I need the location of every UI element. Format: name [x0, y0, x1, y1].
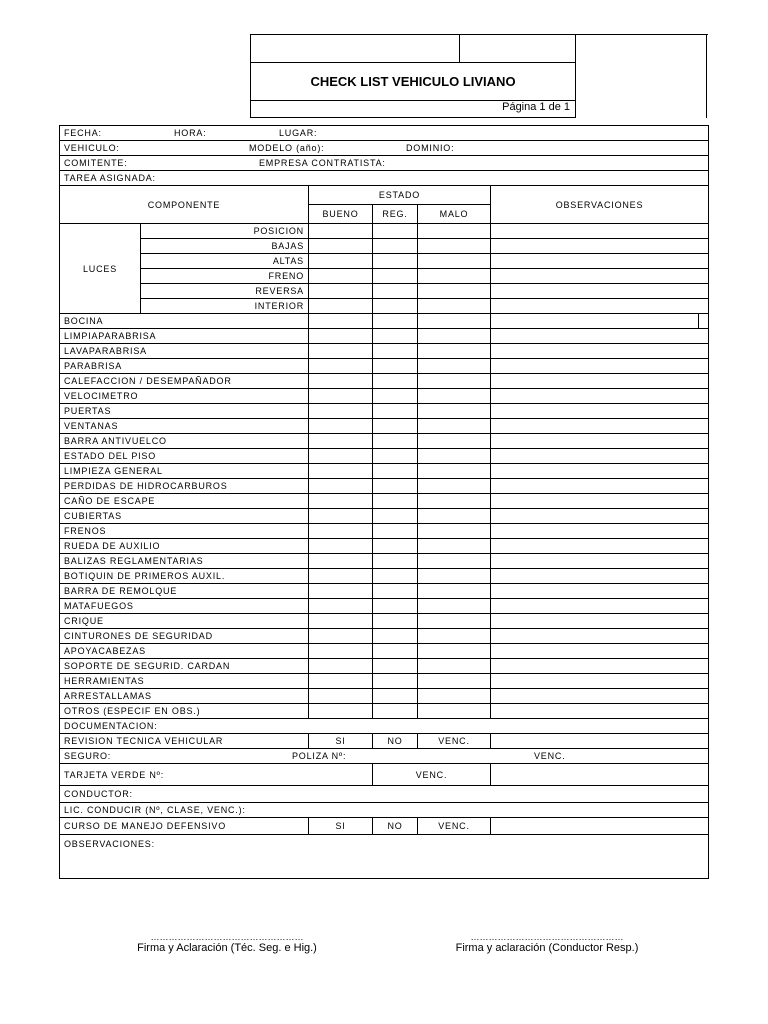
observaciones-cell[interactable]	[491, 509, 709, 524]
lugar-label: LUGAR:	[279, 128, 318, 138]
component-row	[60, 359, 709, 374]
component-label: OTROS (ESPECIF EN OBS.)	[60, 704, 309, 719]
observaciones-cell[interactable]	[491, 419, 709, 434]
row-tarjeta	[60, 764, 709, 786]
component-row	[60, 389, 709, 404]
component-row	[60, 479, 709, 494]
estado-malo-cell[interactable]	[418, 284, 491, 299]
row-fecha	[60, 126, 709, 141]
estado-bueno-cell[interactable]	[309, 614, 373, 629]
componente-header: COMPONENTE	[60, 186, 309, 224]
component-label: PARABRISA	[60, 359, 309, 374]
component-label: VELOCIMETRO	[60, 389, 309, 404]
observaciones-cell[interactable]	[491, 254, 709, 269]
estado-malo-cell[interactable]	[418, 314, 491, 329]
component-label: CALEFACCION / DESEMPAÑADOR	[60, 374, 309, 389]
vehiculo-label: VEHICULO:	[64, 143, 120, 153]
estado-bueno-cell[interactable]	[309, 524, 373, 539]
row-observaciones	[60, 835, 709, 879]
tarjeta-label: TARJETA VERDE Nº:	[60, 764, 373, 786]
component-row	[60, 659, 709, 674]
estado-malo-cell[interactable]	[418, 494, 491, 509]
estado-malo-cell[interactable]	[418, 359, 491, 374]
row-column-headers	[60, 186, 709, 205]
estado-bueno-cell[interactable]	[309, 539, 373, 554]
estado-reg-cell[interactable]	[373, 629, 418, 644]
curso-si[interactable]: SI	[309, 818, 373, 835]
estado-malo-cell[interactable]	[418, 539, 491, 554]
estado-reg-cell[interactable]	[373, 284, 418, 299]
row-seguro	[60, 749, 709, 764]
estado-reg-cell[interactable]	[373, 299, 418, 314]
fecha-label: FECHA:	[64, 128, 102, 138]
estado-bueno-cell[interactable]	[309, 284, 373, 299]
observaciones-cell[interactable]	[491, 224, 709, 239]
estado-malo-cell[interactable]	[418, 569, 491, 584]
component-label: BOTIQUIN DE PRIMEROS AUXIL.	[60, 569, 309, 584]
seguro-label: SEGURO:	[64, 751, 112, 761]
estado-malo-cell[interactable]	[418, 449, 491, 464]
component-row	[60, 584, 709, 599]
component-row	[60, 434, 709, 449]
estado-bueno-cell[interactable]	[309, 404, 373, 419]
revision-label: REVISION TECNICA VEHICULAR	[60, 734, 309, 749]
estado-bueno-cell[interactable]	[309, 704, 373, 719]
row-vehiculo	[60, 141, 709, 156]
estado-reg-cell[interactable]	[373, 464, 418, 479]
estado-malo-cell[interactable]	[418, 389, 491, 404]
estado-reg-cell[interactable]	[373, 359, 418, 374]
luces-label: LUCES	[60, 224, 141, 314]
estado-malo-cell[interactable]	[418, 524, 491, 539]
reg-header: REG.	[373, 205, 418, 224]
estado-bueno-cell[interactable]	[309, 629, 373, 644]
estado-malo-cell[interactable]	[418, 374, 491, 389]
component-label: LIMPIAPARABRISA	[60, 329, 309, 344]
estado-reg-cell[interactable]	[373, 389, 418, 404]
component-label: CINTURONES DE SEGURIDAD	[60, 629, 309, 644]
hora-label: HORA:	[174, 128, 207, 138]
signature-left-label: Firma y Aclaración (Téc. Seg. e Hig.)	[137, 942, 317, 954]
observaciones-cell[interactable]	[491, 584, 709, 599]
component-row	[60, 419, 709, 434]
observaciones-cell[interactable]	[491, 389, 709, 404]
component-row	[60, 374, 709, 389]
seguro-cell[interactable]	[60, 749, 709, 764]
component-label: LIMPIEZA GENERAL	[60, 464, 309, 479]
signature-right	[432, 932, 662, 954]
row-conductor	[60, 786, 709, 803]
luces-row	[60, 284, 709, 299]
estado-malo-cell[interactable]	[418, 704, 491, 719]
bueno-header: BUENO	[309, 205, 373, 224]
estado-bueno-cell[interactable]	[309, 659, 373, 674]
estado-bueno-cell[interactable]	[309, 224, 373, 239]
estado-bueno-cell[interactable]	[309, 584, 373, 599]
estado-reg-cell[interactable]	[373, 374, 418, 389]
observaciones-cell[interactable]	[491, 704, 709, 719]
component-label: ESTADO DEL PISO	[60, 449, 309, 464]
luces-row	[60, 239, 709, 254]
estado-malo-cell[interactable]	[418, 254, 491, 269]
observaciones-cell[interactable]	[491, 404, 709, 419]
component-label: SOPORTE DE SEGURID. CARDAN	[60, 659, 309, 674]
revision-si[interactable]: SI	[309, 734, 373, 749]
luces-row	[60, 269, 709, 284]
estado-reg-cell[interactable]	[373, 554, 418, 569]
revision-venc[interactable]: VENC.	[418, 734, 491, 749]
estado-reg-cell[interactable]	[373, 224, 418, 239]
documentacion-label: DOCUMENTACION:	[60, 719, 709, 734]
component-row	[60, 689, 709, 704]
estado-malo-cell[interactable]	[418, 224, 491, 239]
fecha-cell[interactable]	[60, 126, 709, 141]
modelo-label: MODELO (año):	[249, 143, 325, 153]
estado-reg-cell[interactable]	[373, 269, 418, 284]
component-label: BARRA DE REMOLQUE	[60, 584, 309, 599]
estado-reg-cell[interactable]	[373, 344, 418, 359]
component-row	[60, 569, 709, 584]
component-row	[60, 599, 709, 614]
empresa-label: EMPRESA CONTRATISTA:	[259, 158, 386, 168]
observaciones-cell[interactable]	[491, 614, 709, 629]
estado-malo-cell[interactable]	[418, 344, 491, 359]
vehiculo-cell[interactable]	[60, 141, 709, 156]
estado-malo-cell[interactable]	[418, 464, 491, 479]
estado-malo-cell[interactable]	[418, 419, 491, 434]
tarjeta-obs[interactable]	[491, 764, 709, 786]
estado-reg-cell[interactable]	[373, 419, 418, 434]
component-row	[60, 524, 709, 539]
malo-header: MALO	[418, 205, 491, 224]
luces-item-label: REVERSA	[141, 284, 309, 299]
estado-malo-cell[interactable]	[418, 599, 491, 614]
estado-reg-cell[interactable]	[373, 704, 418, 719]
estado-bueno-cell[interactable]	[309, 374, 373, 389]
component-label: MATAFUEGOS	[60, 599, 309, 614]
component-row	[60, 704, 709, 719]
header-cell-code	[459, 34, 576, 63]
observaciones-cell[interactable]	[491, 569, 709, 584]
estado-reg-cell[interactable]	[373, 449, 418, 464]
luces-row	[60, 254, 709, 269]
component-label: CAÑO DE ESCAPE	[60, 494, 309, 509]
estado-bueno-cell[interactable]	[309, 569, 373, 584]
estado-bueno-cell[interactable]	[309, 449, 373, 464]
component-row	[60, 614, 709, 629]
component-label: PUERTAS	[60, 404, 309, 419]
curso-no[interactable]: NO	[373, 818, 418, 835]
component-label: BOCINA	[60, 314, 309, 329]
estado-malo-cell[interactable]	[418, 404, 491, 419]
estado-bueno-cell[interactable]	[309, 644, 373, 659]
estado-malo-cell[interactable]	[418, 659, 491, 674]
component-row	[60, 644, 709, 659]
estado-reg-cell[interactable]	[373, 494, 418, 509]
component-row	[60, 674, 709, 689]
licencia-label[interactable]: LIC. CONDUCIR (Nº, CLASE, VENC.):	[60, 803, 709, 818]
observaciones-cell[interactable]	[491, 269, 709, 284]
revision-no[interactable]: NO	[373, 734, 418, 749]
estado-bueno-cell[interactable]	[309, 599, 373, 614]
estado-reg-cell[interactable]	[373, 584, 418, 599]
component-label: LAVAPARABRISA	[60, 344, 309, 359]
tarea-cell[interactable]	[60, 171, 709, 186]
estado-reg-cell[interactable]	[373, 314, 418, 329]
header-top-line	[576, 34, 708, 35]
luces-item-label: ALTAS	[141, 254, 309, 269]
estado-header: ESTADO	[309, 186, 491, 205]
signature-left	[127, 932, 327, 954]
observaciones-cell[interactable]	[491, 299, 709, 314]
estado-reg-cell[interactable]	[373, 689, 418, 704]
signature-right-label: Firma y aclaración (Conductor Resp.)	[455, 942, 639, 954]
luces-item-label: INTERIOR	[141, 299, 309, 314]
luces-row	[60, 299, 709, 314]
component-row	[60, 554, 709, 569]
component-row	[60, 539, 709, 554]
observaciones-cell[interactable]	[491, 239, 709, 254]
observaciones-cell[interactable]	[491, 344, 709, 359]
component-row	[60, 494, 709, 509]
estado-bueno-cell[interactable]	[309, 344, 373, 359]
observaciones-cell[interactable]	[491, 374, 709, 389]
observaciones-field[interactable]: OBSERVACIONES:	[60, 835, 709, 879]
component-label: BARRA ANTIVUELCO	[60, 434, 309, 449]
estado-bueno-cell[interactable]	[309, 554, 373, 569]
component-label: HERRAMIENTAS	[60, 674, 309, 689]
seguro-venc-label: VENC.	[534, 751, 566, 761]
header-cell-logo	[250, 34, 460, 63]
tarea-label: TAREA ASIGNADA:	[64, 173, 156, 183]
row-documentacion	[60, 719, 709, 734]
observaciones-cell[interactable]	[491, 329, 709, 344]
estado-reg-cell[interactable]	[373, 254, 418, 269]
estado-reg-cell[interactable]	[373, 569, 418, 584]
checklist-table	[59, 125, 709, 879]
observaciones-cell[interactable]	[491, 434, 709, 449]
row-curso	[60, 818, 709, 835]
component-label: CRIQUE	[60, 614, 309, 629]
row-revision	[60, 734, 709, 749]
estado-reg-cell[interactable]	[373, 479, 418, 494]
estado-bueno-cell[interactable]	[309, 434, 373, 449]
curso-label: CURSO DE MANEJO DEFENSIVO	[60, 818, 309, 835]
header-right-line	[706, 34, 707, 118]
estado-reg-cell[interactable]	[373, 614, 418, 629]
observaciones-cell[interactable]	[491, 284, 709, 299]
observaciones-cell[interactable]	[491, 644, 709, 659]
dominio-label: DOMINIO:	[406, 143, 455, 153]
estado-malo-cell[interactable]	[418, 329, 491, 344]
observaciones-cell[interactable]	[491, 359, 709, 374]
component-row	[60, 629, 709, 644]
estado-reg-cell[interactable]	[373, 644, 418, 659]
estado-reg-cell[interactable]	[373, 509, 418, 524]
estado-malo-cell[interactable]	[418, 644, 491, 659]
estado-bueno-cell[interactable]	[309, 689, 373, 704]
estado-malo-cell[interactable]	[418, 629, 491, 644]
estado-reg-cell[interactable]	[373, 659, 418, 674]
estado-bueno-cell[interactable]	[309, 464, 373, 479]
component-row	[60, 404, 709, 419]
component-label: RUEDA DE AUXILIO	[60, 539, 309, 554]
observaciones-cell[interactable]	[491, 314, 699, 329]
estado-bueno-cell[interactable]	[309, 314, 373, 329]
estado-bueno-cell[interactable]	[309, 329, 373, 344]
component-row	[60, 344, 709, 359]
component-label: BALIZAS REGLAMENTARIAS	[60, 554, 309, 569]
tarjeta-venc[interactable]: VENC.	[373, 764, 491, 786]
observaciones-cell[interactable]	[491, 524, 709, 539]
signature-left-line: ……………………………………………	[150, 932, 304, 942]
signature-right-line: ……………………………………………	[470, 932, 624, 942]
estado-bueno-cell[interactable]	[309, 359, 373, 374]
estado-reg-cell[interactable]	[373, 329, 418, 344]
luces-item-label: FRENO	[141, 269, 309, 284]
observaciones-cell[interactable]	[491, 599, 709, 614]
poliza-label: POLIZA Nº:	[292, 751, 347, 761]
component-row	[60, 329, 709, 344]
estado-malo-cell[interactable]	[418, 434, 491, 449]
estado-reg-cell[interactable]	[373, 404, 418, 419]
component-label: VENTANAS	[60, 419, 309, 434]
page-number: Página 1 de 1	[502, 101, 570, 113]
curso-obs[interactable]	[491, 818, 709, 835]
component-label: PERDIDAS DE HIDROCARBUROS	[60, 479, 309, 494]
revision-obs[interactable]	[491, 734, 709, 749]
estado-reg-cell[interactable]	[373, 599, 418, 614]
observaciones-cell[interactable]	[491, 464, 709, 479]
estado-reg-cell[interactable]	[373, 434, 418, 449]
estado-bueno-cell[interactable]	[309, 254, 373, 269]
estado-malo-cell[interactable]	[418, 614, 491, 629]
estado-bueno-cell[interactable]	[309, 494, 373, 509]
curso-venc[interactable]: VENC.	[418, 818, 491, 835]
estado-bueno-cell[interactable]	[309, 479, 373, 494]
observaciones-cell[interactable]	[491, 494, 709, 509]
observaciones-cell[interactable]	[491, 659, 709, 674]
estado-malo-cell[interactable]	[418, 554, 491, 569]
estado-malo-cell[interactable]	[418, 509, 491, 524]
component-row	[60, 509, 709, 524]
estado-malo-cell[interactable]	[418, 674, 491, 689]
row-comitente	[60, 156, 709, 171]
estado-reg-cell[interactable]	[373, 239, 418, 254]
estado-malo-cell[interactable]	[418, 584, 491, 599]
luces-row	[60, 224, 709, 239]
component-label: FRENOS	[60, 524, 309, 539]
estado-malo-cell[interactable]	[418, 269, 491, 284]
observaciones-cell[interactable]	[491, 479, 709, 494]
estado-bueno-cell[interactable]	[309, 299, 373, 314]
component-label: APOYACABEZAS	[60, 644, 309, 659]
estado-bueno-cell[interactable]	[309, 239, 373, 254]
component-row	[60, 464, 709, 479]
component-label: ARRESTALLAMAS	[60, 689, 309, 704]
estado-bueno-cell[interactable]	[309, 269, 373, 284]
estado-malo-cell[interactable]	[418, 239, 491, 254]
luces-item-label: BAJAS	[141, 239, 309, 254]
row-licencia	[60, 803, 709, 818]
estado-reg-cell[interactable]	[373, 524, 418, 539]
component-row	[60, 314, 709, 329]
observaciones-extra-cell[interactable]	[699, 314, 709, 329]
observaciones-cell[interactable]	[491, 554, 709, 569]
row-tarea	[60, 171, 709, 186]
observaciones-cell[interactable]	[491, 689, 709, 704]
page-title: CHECK LIST VEHICULO LIVIANO	[310, 73, 516, 89]
estado-malo-cell[interactable]	[418, 299, 491, 314]
estado-malo-cell[interactable]	[418, 479, 491, 494]
observaciones-cell[interactable]	[491, 449, 709, 464]
estado-bueno-cell[interactable]	[309, 419, 373, 434]
comitente-cell[interactable]	[60, 156, 709, 171]
estado-reg-cell[interactable]	[373, 674, 418, 689]
estado-malo-cell[interactable]	[418, 689, 491, 704]
observaciones-cell[interactable]	[491, 674, 709, 689]
component-label: CUBIERTAS	[60, 509, 309, 524]
conductor-label[interactable]: CONDUCTOR:	[60, 786, 709, 803]
comitente-label: COMITENTE:	[64, 158, 128, 168]
luces-item-label: POSICION	[141, 224, 309, 239]
component-row	[60, 449, 709, 464]
estado-bueno-cell[interactable]	[309, 509, 373, 524]
estado-reg-cell[interactable]	[373, 539, 418, 554]
estado-bueno-cell[interactable]	[309, 674, 373, 689]
observaciones-cell[interactable]	[491, 539, 709, 554]
estado-bueno-cell[interactable]	[309, 389, 373, 404]
observaciones-header: OBSERVACIONES	[491, 186, 709, 224]
observaciones-cell[interactable]	[491, 629, 709, 644]
